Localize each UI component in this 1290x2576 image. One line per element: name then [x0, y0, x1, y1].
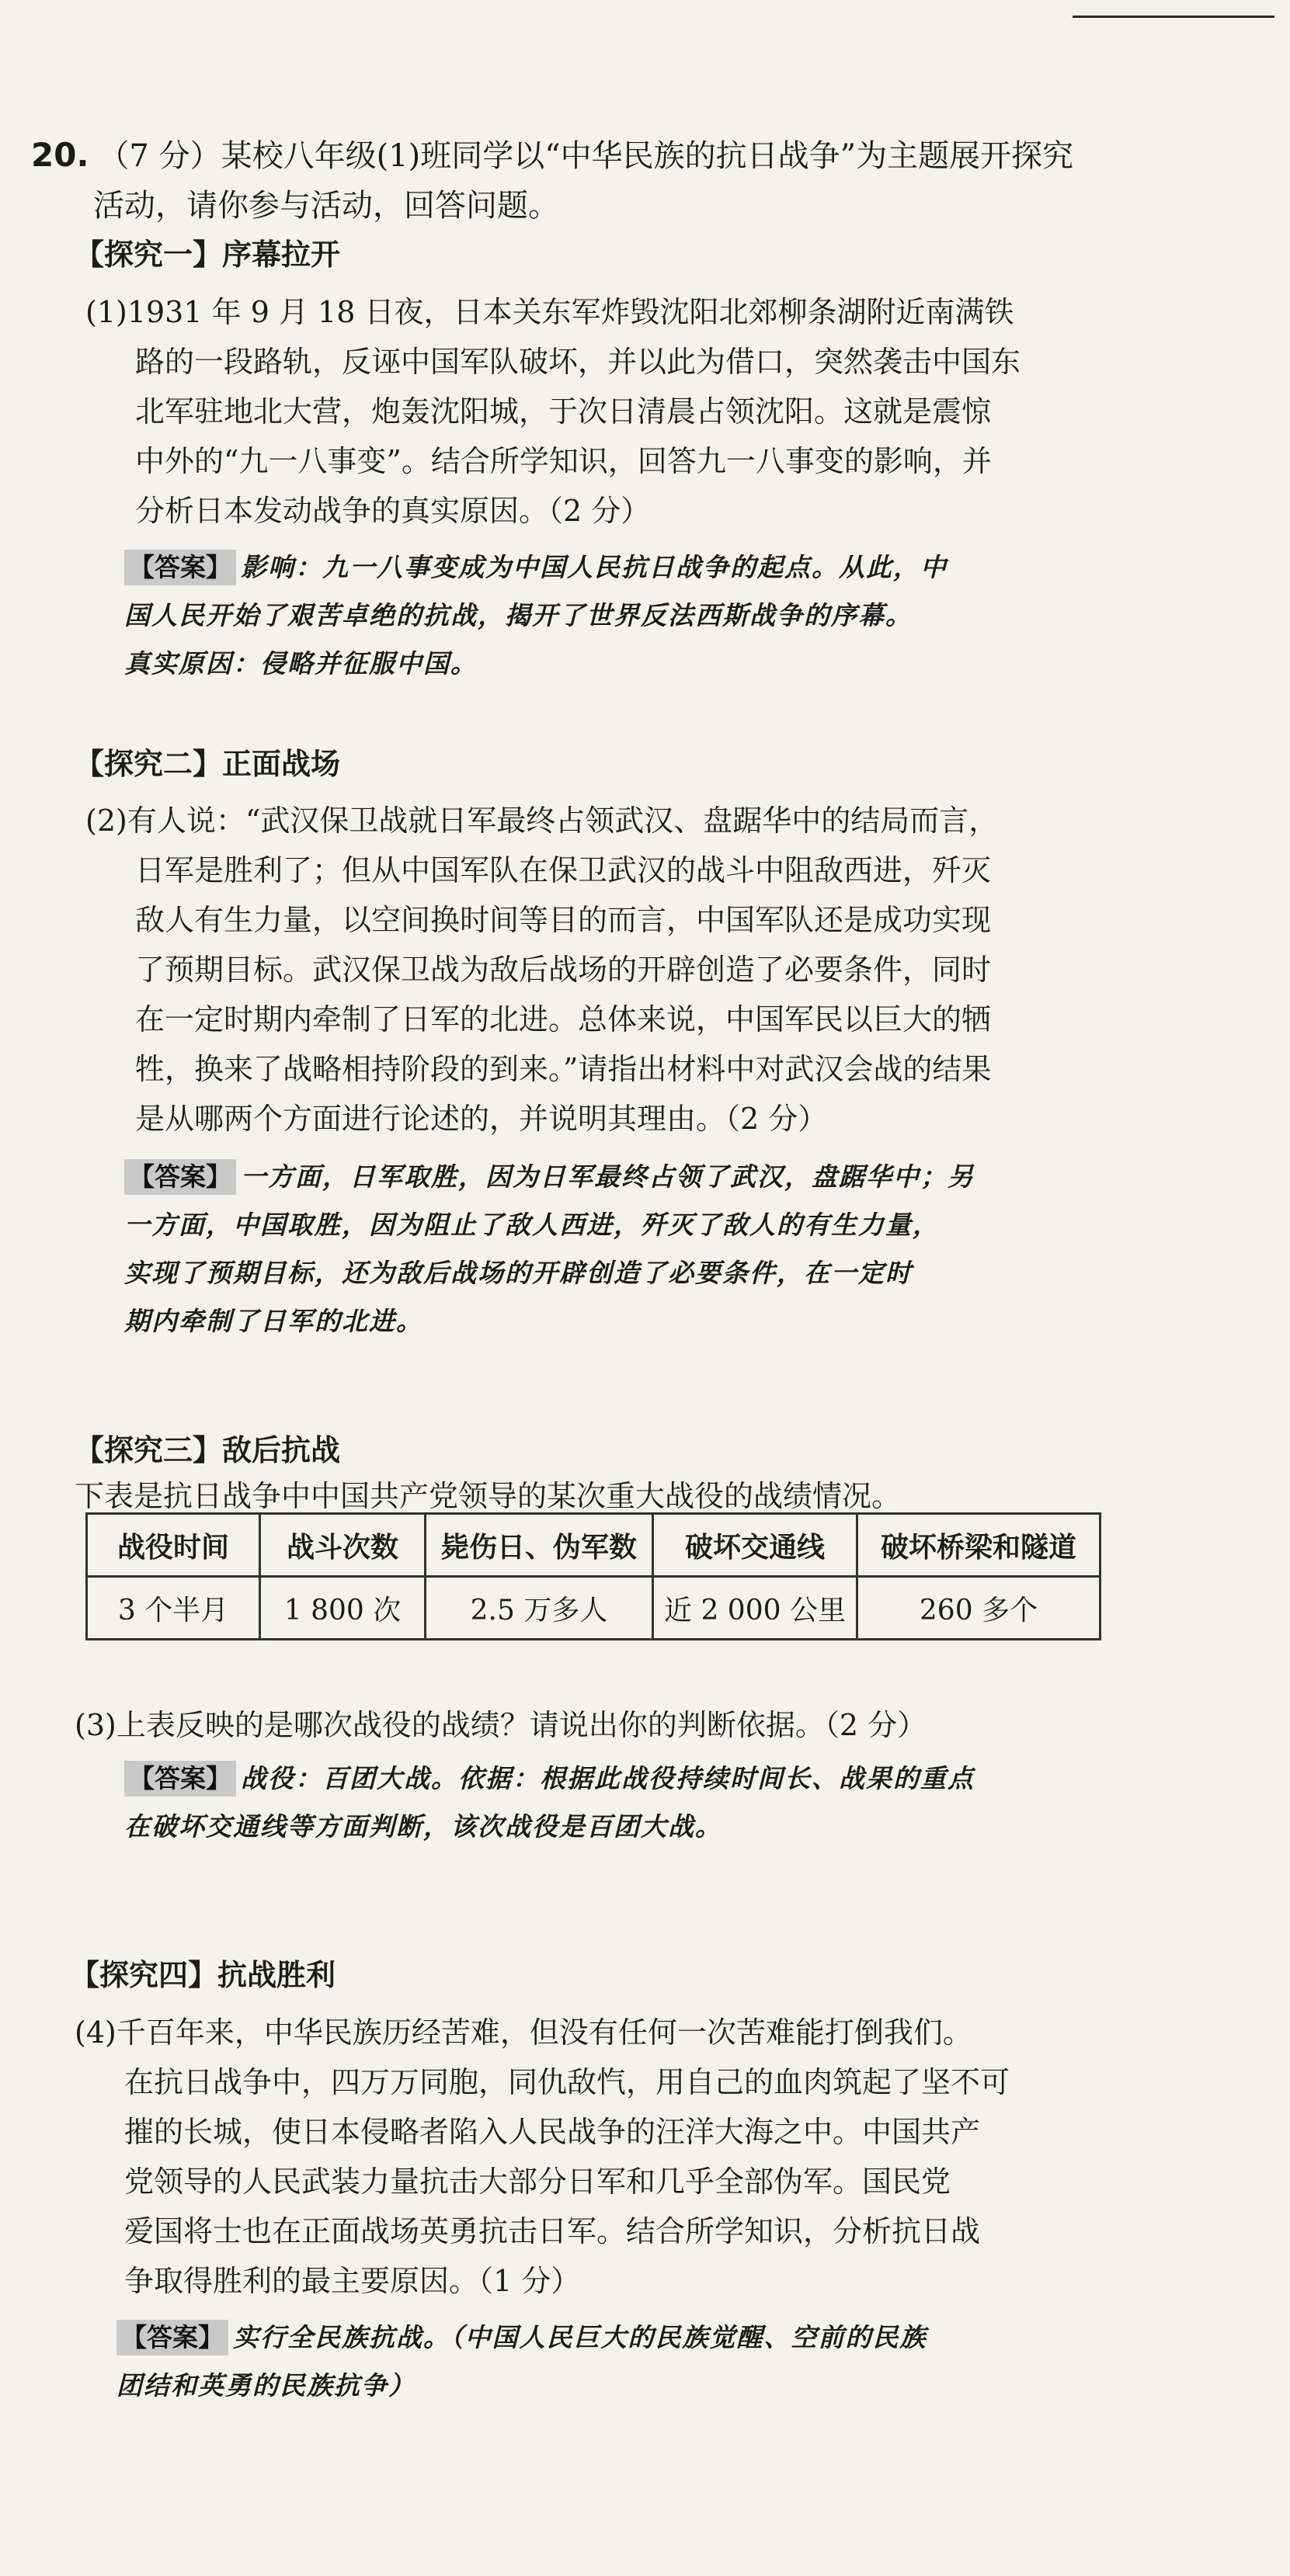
text-line: 牲，换来了战略相持阶段的到来。”请指出材料中对武汉会战的结果 [135, 1052, 992, 1086]
question-stem-line: （7 分）某校八年级(1)班同学以“中华民族的抗日战争”为主题展开探究 [98, 138, 1074, 174]
text-line: 路的一段路轨，反诬中国军队破坏，并以此为借口，突然袭击中国东 [135, 345, 1021, 379]
answer-3 [124, 1755, 1087, 1851]
answer-tag: 【答案】 [124, 1761, 236, 1797]
question-stem-line: 活动，请你参与活动，回答问题。 [93, 188, 559, 224]
section-title: 【探究三】敌后抗战 [75, 1433, 341, 1467]
text-line: (3)上表反映的是哪次战役的战绩？请说出你的判断依据。（2 分） [75, 1708, 927, 1742]
table-cell: 2.5 万多人 [426, 1577, 653, 1640]
table-cell: 3 个半月 [87, 1577, 260, 1640]
battle-stats-table [85, 1512, 1101, 1640]
section-title: 【探究一】序幕拉开 [75, 238, 341, 272]
header-rule [1073, 16, 1274, 18]
table-header-cell: 战役时间 [87, 1514, 260, 1577]
answer-line: 一方面，中国取胜，因为阻止了敌人西进，歼灭了敌人的有生力量， [124, 1210, 940, 1240]
question-number: 20. [31, 136, 89, 174]
table-row [87, 1577, 1100, 1640]
subquestion-2 [85, 796, 1072, 1144]
text-line: 日军是胜利了；但从中国军队在保卫武汉的战斗中阻敌西进，歼灭 [135, 853, 992, 887]
answer-line: 战役：百团大战。依据：根据此战役持续时间长、战果的重点 [241, 1763, 975, 1793]
answer-line: 实行全民族抗战。（中国人民巨大的民族觉醒、空前的民族 [233, 2322, 927, 2352]
answer-1 [124, 543, 1087, 688]
answer-line: 期内牵制了日军的北进。 [124, 1306, 423, 1336]
subquestion-3 [75, 1700, 1061, 1750]
text-line: 党领导的人民武装力量抗击大部分日军和几乎全部伪军。国民党 [124, 2165, 951, 2199]
text-line: 分析日本发动战争的真实原因。（2 分） [135, 494, 651, 528]
text-line: 中外的“九一八事变”。结合所学知识，回答九一八事变的影响，并 [135, 444, 992, 478]
table-cell: 近 2 000 公里 [653, 1577, 857, 1640]
table-header-cell: 破坏桥梁和隧道 [857, 1514, 1100, 1577]
text-line: 摧的长城，使日本侵略者陷入人民战争的汪洋大海之中。中国共产 [124, 2115, 981, 2149]
table-cell: 1 800 次 [260, 1577, 426, 1640]
answer-line: 在破坏交通线等方面判断，该次战役是百团大战。 [124, 1811, 722, 1842]
subquestion-4 [75, 2008, 1061, 2306]
answer-line: 团结和英勇的民族抗争） [116, 2370, 416, 2401]
answer-line: 一方面，日军取胜，因为日军最终占领了武汉，盘踞华中；另 [241, 1161, 975, 1192]
table-header-cell: 毙伤日、伪军数 [426, 1514, 653, 1577]
answer-line: 影响：九一八事变成为中国人民抗日战争的起点。从此，中 [241, 552, 948, 582]
text-line: 北军驻地北大营，炮轰沈阳城，于次日清晨占领沈阳。这就是震惊 [135, 394, 992, 429]
table-cell: 260 多个 [857, 1577, 1100, 1640]
table-header-cell: 破坏交通线 [653, 1514, 857, 1577]
answer-line: 实现了预期目标，还为敌后战场的开辟创造了必要条件，在一定时 [124, 1258, 913, 1288]
question-stem [31, 130, 1258, 231]
table-header-row [87, 1514, 1100, 1577]
answer-tag: 【答案】 [116, 2320, 228, 2356]
answer-4 [116, 2314, 1080, 2410]
text-line: 爱国将士也在正面战场英勇抗击日军。结合所学知识，分析抗日战 [124, 2214, 981, 2248]
table-header-cell: 战斗次数 [260, 1514, 426, 1577]
answer-tag: 【答案】 [124, 550, 236, 585]
text-line: (4)千百年来，中华民族历经苦难，但没有任何一次苦难能打倒我们。 [75, 2015, 972, 2050]
section-title: 【探究四】抗战胜利 [70, 1958, 336, 1992]
answer-line: 真实原因：侵略并征服中国。 [124, 648, 478, 679]
answer-tag: 【答案】 [124, 1159, 236, 1195]
text-line: 在一定时期内牵制了日军的北进。总体来说，中国军民以巨大的牺 [135, 1002, 992, 1036]
section-title: 【探究二】正面战场 [75, 747, 341, 781]
text-line: (2)有人说：“武汉保卫战就日军最终占领武汉、盘踞华中的结局而言， [85, 804, 999, 838]
text-line: (1)1931 年 9 月 18 日夜，日本关东军炸毁沈阳北郊柳条湖附近南满铁 [85, 295, 1014, 329]
answer-2 [124, 1153, 1087, 1345]
text-line: 是从哪两个方面进行论述的，并说明其理由。（2 分） [135, 1102, 828, 1136]
subquestion-1 [85, 287, 1072, 536]
table-intro: 下表是抗日战争中中国共产党领导的某次重大战役的战绩情况。 [75, 1479, 902, 1513]
text-line: 在抗日战争中，四万万同胞，同仇敌忾，用自己的血肉筑起了坚不可 [124, 2065, 1010, 2099]
text-line: 敌人有生力量，以空间换时间等目的而言，中国军队还是成功实现 [135, 903, 992, 937]
text-line: 争取得胜利的最主要原因。（1 分） [124, 2264, 581, 2298]
text-line: 了预期目标。武汉保卫战为敌后战场的开辟创造了必要条件，同时 [135, 953, 992, 987]
answer-line: 国人民开始了艰苦卓绝的抗战，揭开了世界反法西斯战争的序幕。 [124, 600, 913, 630]
